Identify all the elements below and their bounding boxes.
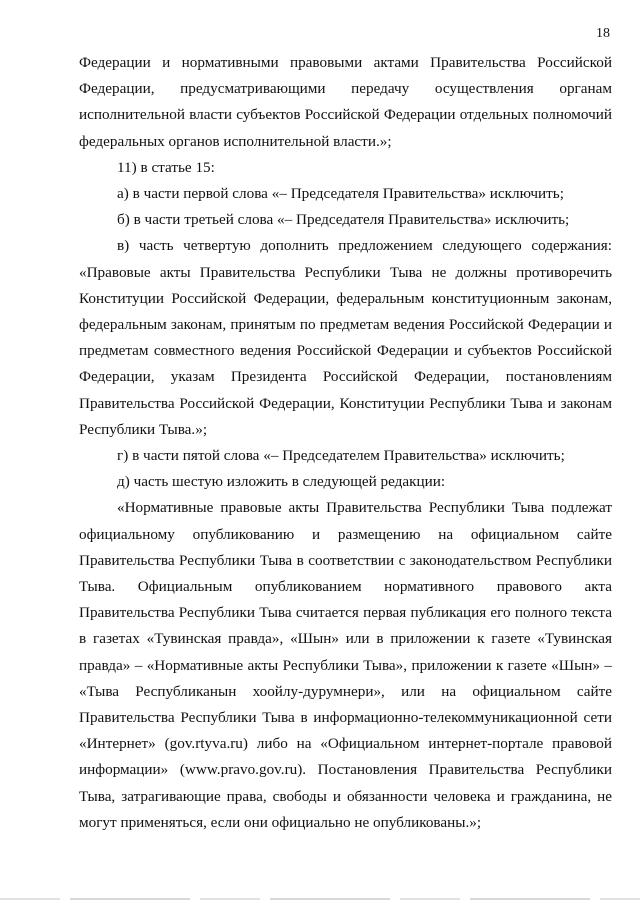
- paragraph-item-11: 11) в статье 15:: [117, 158, 215, 176]
- scan-edge-line: [0, 898, 640, 900]
- paragraph-item-d: д) часть шестую изложить в следующей редакции:: [117, 473, 446, 491]
- document-body: [79, 50, 612, 836]
- paragraph-item-a: а) в части первой слова «– Председателя Правительства» исключить;: [117, 185, 564, 203]
- paragraph-item-g: г) в части пятой слова «– Председателем Правительства» исключить;: [117, 447, 565, 465]
- page-number: 18: [596, 26, 610, 41]
- paragraph-item-b: б) в части третьей слова «– Председателя Правительства» исключить;: [117, 211, 570, 229]
- paragraph-continuation: Федерации и нормативными правовыми актами Правительства Российской Федерации, предусматривающими передачу осуществления органам исполнительной власти субъектов Российской Федерации отдельных полномочий федеральных органов исполнительной власти.»;: [79, 54, 612, 150]
- paragraph-item-v: в) часть четвертую дополнить предложением следующего содержания: «Правовые акты Правительства Республики Тыва не должны противоречить Конституции Российской Федерации, федеральным конституционным законам, федеральным законам, принятым по предметам ведения Российской Федерации и предметам совместного ведения Российской Федерации и субъектов Российской Федерации, указам Президента Российской Федерации, постановлениям Правительства Российской Федерации, Конституции Республики Тыва и законам Республики Тыва.»;: [79, 237, 612, 438]
- paragraph-quote: «Нормативные правовые акты Правительства Республики Тыва подлежат официальному опубликованию и размещению на официальном сайте Правительства Республики Тыва в соответствии с законодательством Республики Тыва. Официальным опубликованием нормативного правового акта Правительства Республики Тыва считается первая публикация его полного текста в газетах «Тувинская правда», «Шын» или в приложении к газете «Тувинская правда» – «Нормативные акты Республики Тыва», приложении к газете «Шын» – «Тыва Республиканын хоойлу-дурумнери», или на официальном сайте Правительства Республики Тыва в информационно-телекоммуникационной сети «Интернет» (gov.rtyva.ru) либо на «Официальном интернет-портале правовой информации» (www.pravo.gov.ru). Постановления Правительства Республики Тыва, затрагивающие права, свободы и обязанности человека и гражданина, не могут применяться, если они официально не опубликованы.»;: [79, 499, 612, 831]
